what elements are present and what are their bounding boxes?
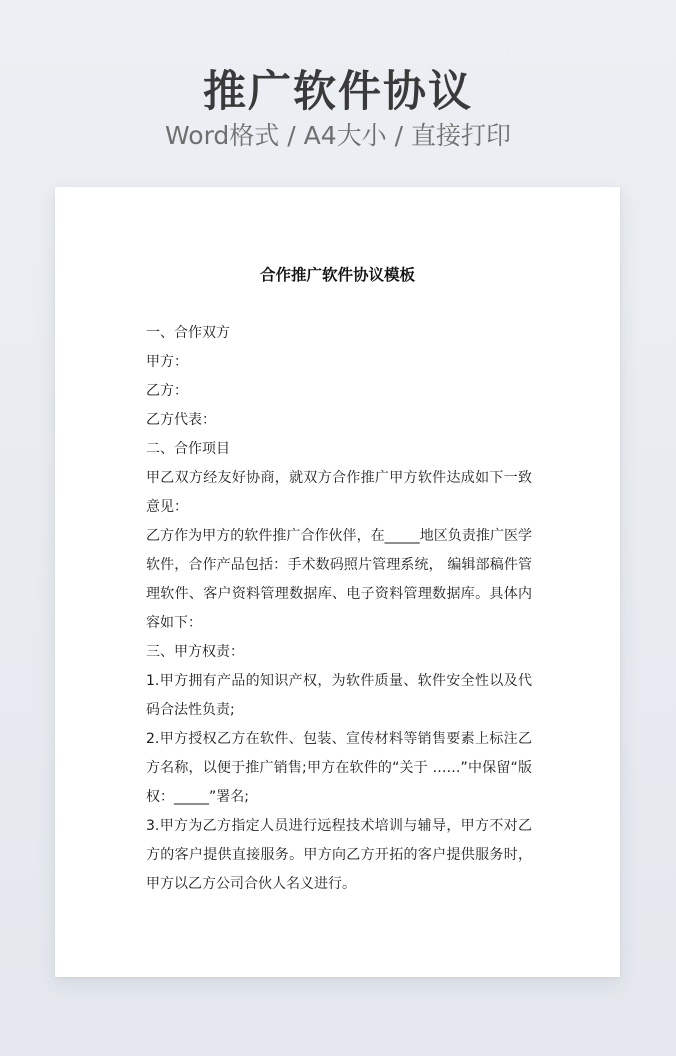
banner-subtitle: Word格式 / A4大小 / 直接打印 xyxy=(165,121,511,150)
clause-3: 3.甲方为乙方指定人员进行远程技术培训与辅导，甲方不对乙方的客户提供直接服务。甲方向乙方开拓的客户提供服务时，甲方以乙方公司合伙人名义进行。 xyxy=(146,818,532,892)
clause-2: 2.甲方授权乙方在软件、包装、宣传材料等销售要素上标注乙方名称，以便于推广销售;甲方在软件的“关于 ……”中保留“版权：_____”署名; xyxy=(146,731,532,805)
document-body xyxy=(146,319,532,899)
document-title: 合作推广软件协议模板 xyxy=(259,266,415,284)
party-a-line: 甲方： xyxy=(146,354,188,370)
paragraph-agreement-intro: 甲乙双方经友好协商，就双方合作推广甲方软件达成如下一致意见： xyxy=(146,470,532,515)
section-heading-party-a-duties: 三、甲方权责： xyxy=(146,644,244,660)
section-heading-project: 二、合作项目 xyxy=(146,441,230,457)
party-b-line: 乙方： xyxy=(146,383,188,399)
party-b-representative-line: 乙方代表： xyxy=(146,412,216,428)
banner-title: 推广软件协议 xyxy=(203,67,473,117)
section-heading-parties: 一、合作双方 xyxy=(146,325,230,341)
document-page xyxy=(55,187,620,977)
clause-1: 1.甲方拥有产品的知识产权，为软件质量、软件安全性以及代码合法性负责; xyxy=(146,673,532,718)
paragraph-partner-scope: 乙方作为甲方的软件推广合作伙伴，在_____地区负责推广医学软件，合作产品包括：手术数码照片管理系统， 编辑部稿件管理软件、客户资料管理数据库、电子资料管理数据库。具体内容如下： xyxy=(146,528,532,631)
